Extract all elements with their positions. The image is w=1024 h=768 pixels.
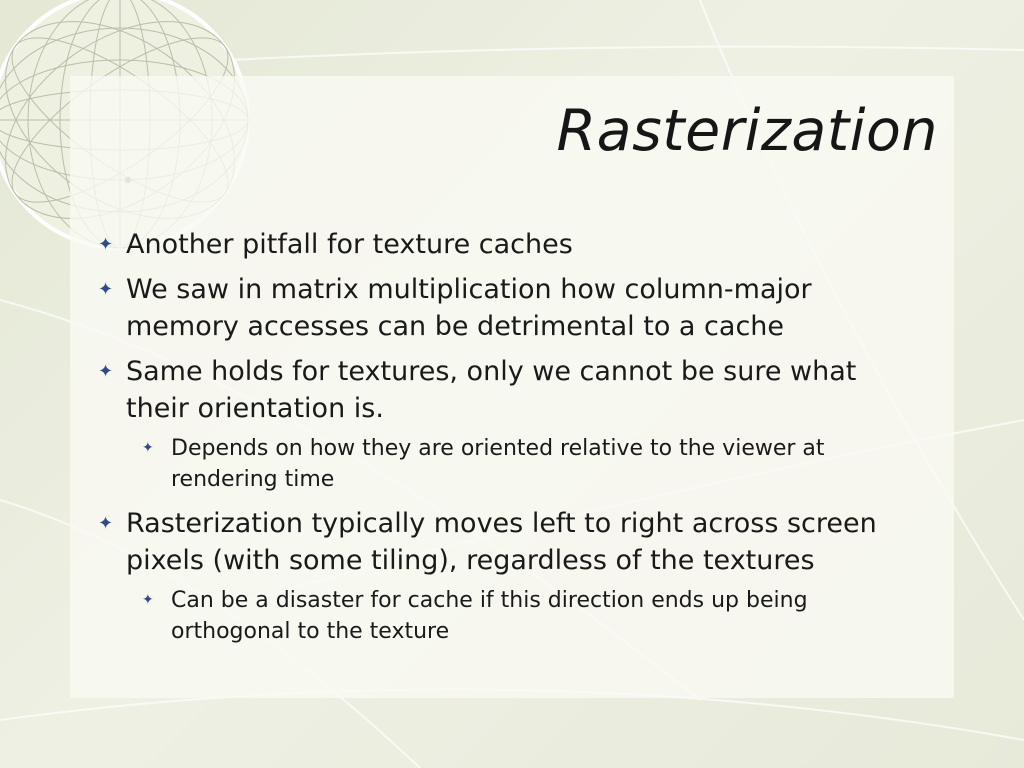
bullet-item — [92, 505, 922, 579]
star-bullet-icon: ✦ — [142, 592, 154, 608]
star-bullet-icon: ✦ — [98, 513, 114, 534]
bullet-text: Another pitfall for texture caches — [126, 229, 573, 260]
bullet-text: We saw in matrix multiplication how column-major memory accesses can be detrimental to a cache — [126, 274, 812, 342]
star-bullet-icon: ✦ — [142, 440, 154, 456]
bullet-item — [92, 271, 922, 345]
bullet-item — [92, 226, 922, 263]
bullet-text: Depends on how they are oriented relative to the viewer at rendering time — [171, 436, 825, 492]
star-bullet-icon: ✦ — [98, 234, 114, 255]
sub-bullet-item — [92, 585, 922, 647]
bullet-text: Can be a disaster for cache if this direction ends up being orthogonal to the texture — [171, 588, 808, 644]
bullet-list — [92, 226, 922, 657]
sub-bullet-item — [92, 433, 922, 495]
slide-title: Rasterization — [556, 98, 938, 164]
bullet-text: Same holds for textures, only we cannot be sure what their orientation is. — [126, 356, 857, 424]
bullet-item — [92, 353, 922, 427]
star-bullet-icon: ✦ — [98, 279, 114, 300]
bullet-text: Rasterization typically moves left to right across screen pixels (with some tiling), regardless of the textures — [126, 508, 877, 576]
star-bullet-icon: ✦ — [98, 361, 114, 382]
